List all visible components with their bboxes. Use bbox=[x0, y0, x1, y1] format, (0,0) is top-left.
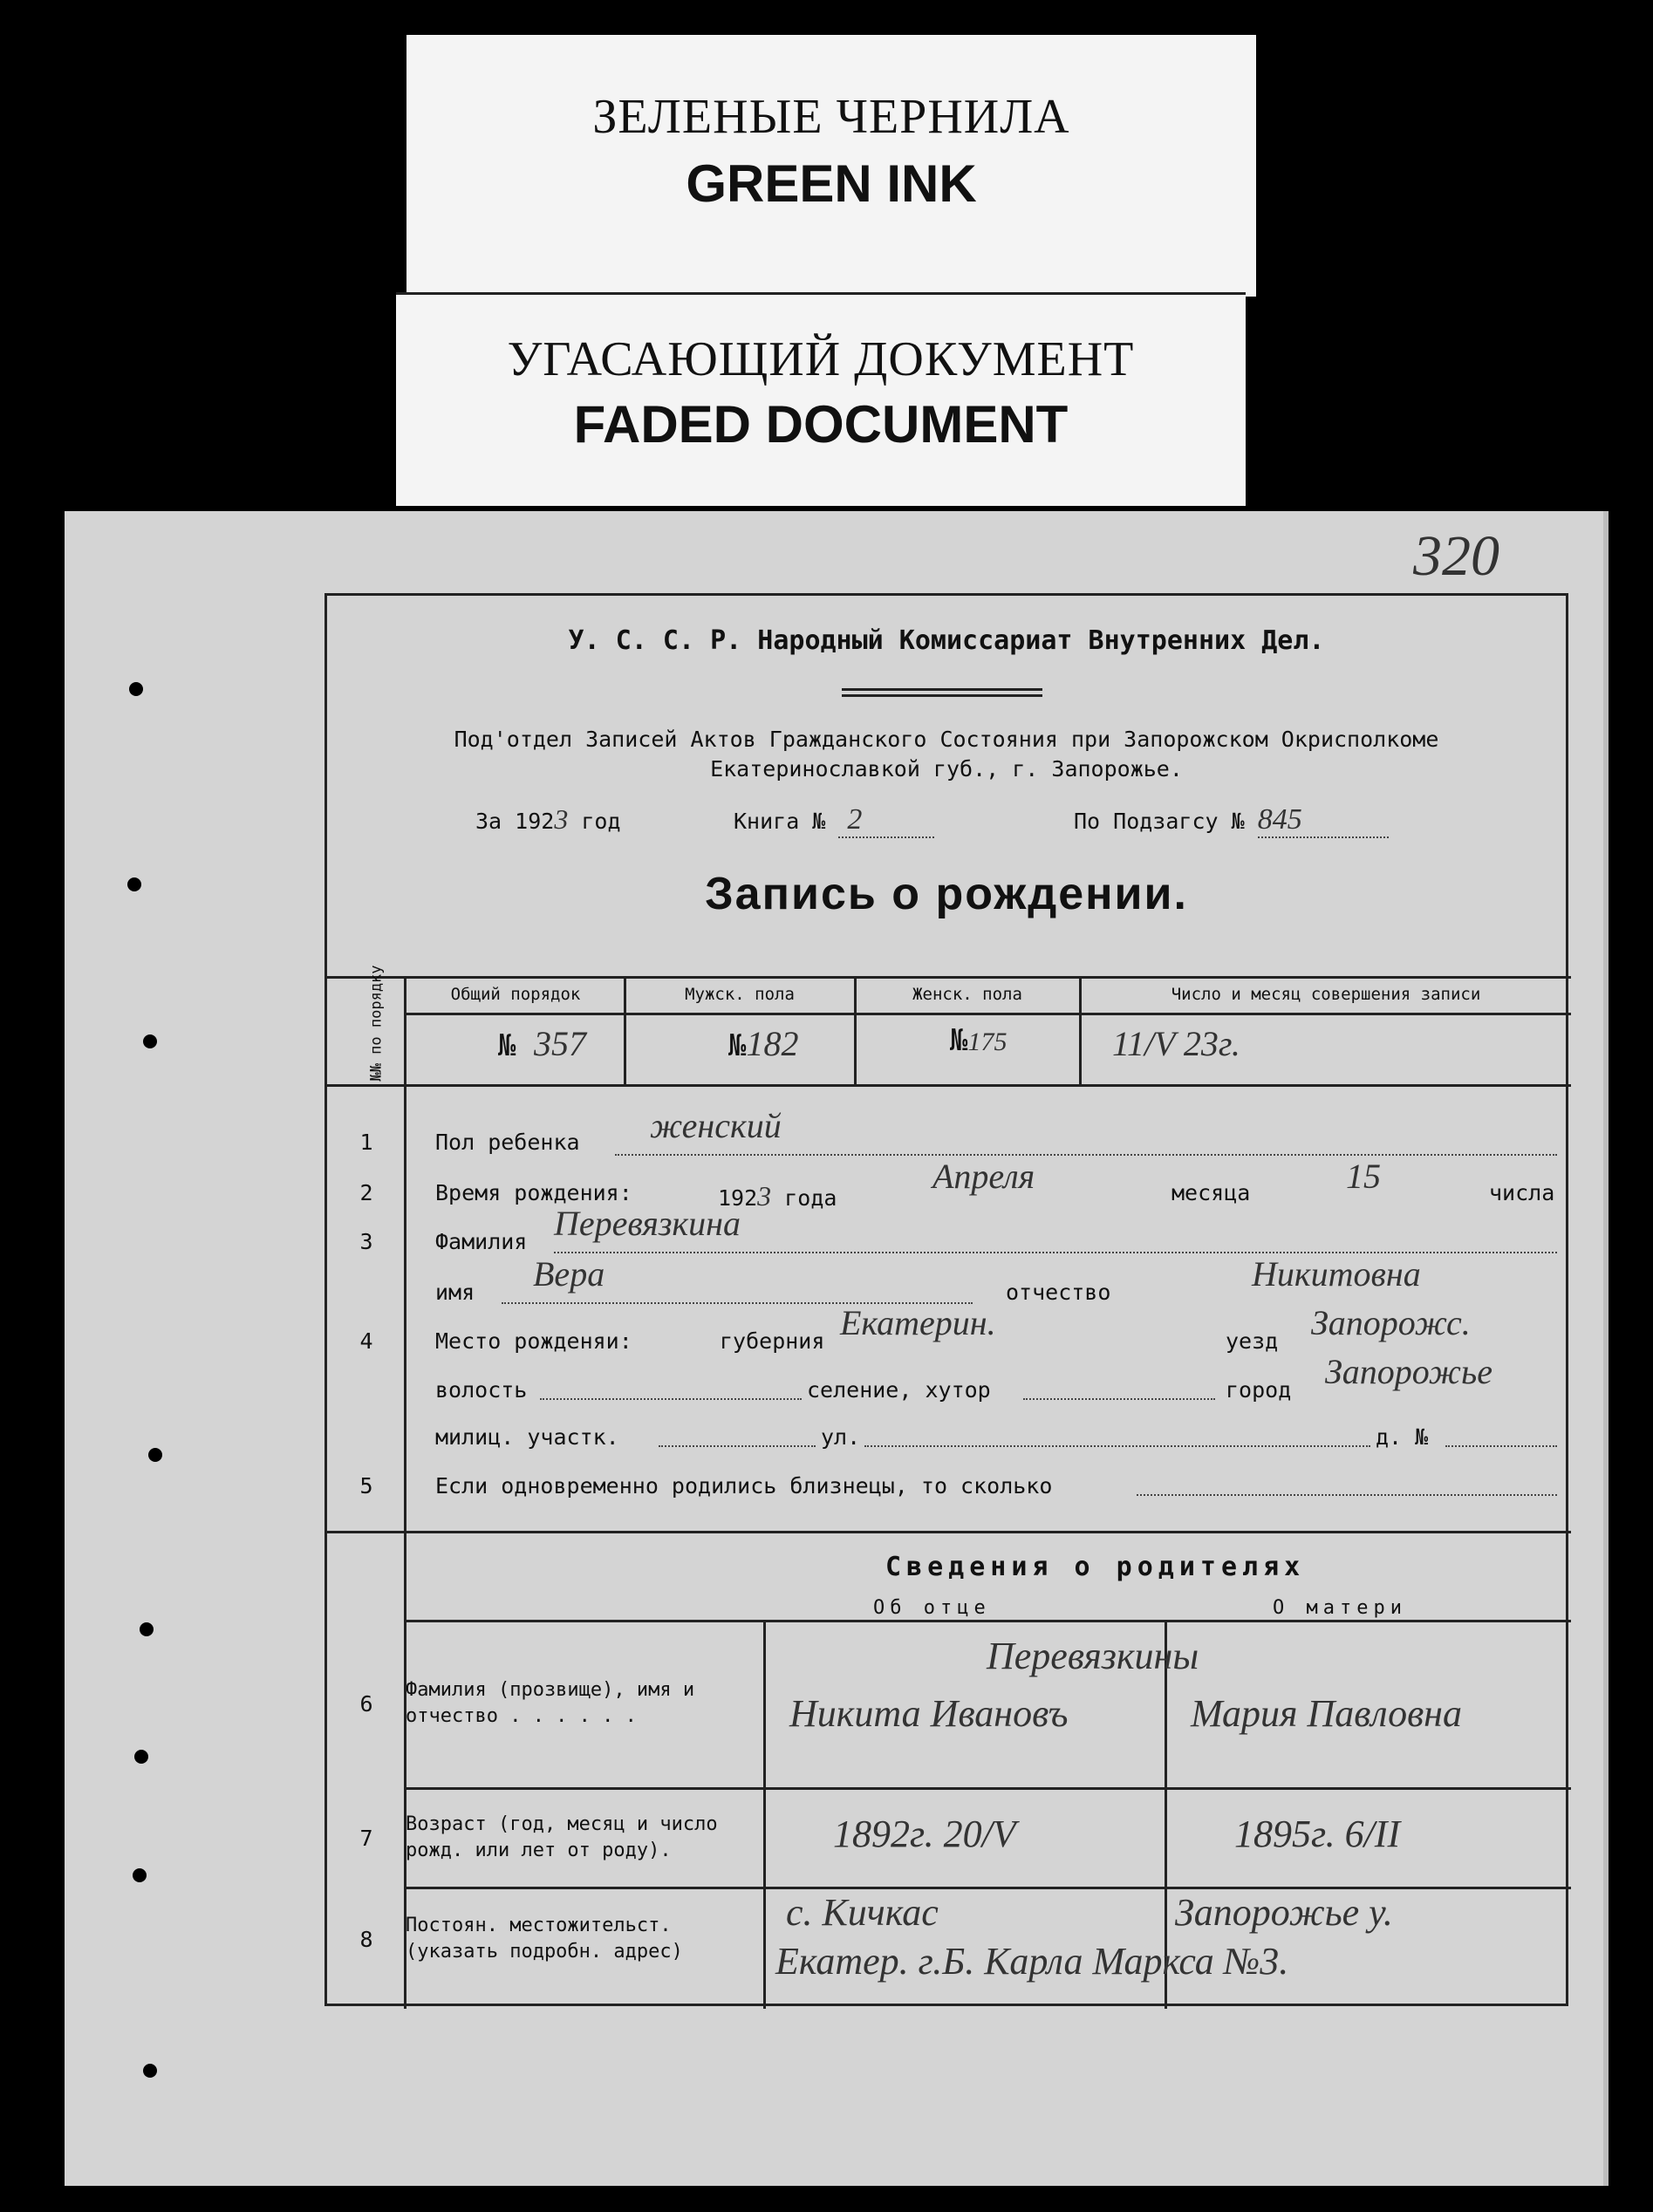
uezd-value: Запорожс. bbox=[1311, 1303, 1471, 1342]
field-underline bbox=[615, 1154, 1557, 1156]
twins-label: Если одновременно родились близнецы, то сколько bbox=[435, 1473, 1053, 1499]
grid-line bbox=[763, 1620, 766, 2009]
row-number: 1 bbox=[359, 1130, 373, 1155]
grid-line bbox=[327, 1531, 1571, 1533]
punch-hole bbox=[129, 682, 143, 696]
male-number: №182 bbox=[728, 1024, 799, 1063]
volost-label: волость bbox=[435, 1377, 528, 1403]
parent-name-label: Фамилия (прозвище), имя и отчество . . . . . . bbox=[406, 1679, 695, 1727]
militia-label: милиц. участк. bbox=[435, 1424, 619, 1450]
age-label: Возраст (год, месяц и число рожд. или лет от роду). bbox=[406, 1813, 718, 1861]
grid-line bbox=[406, 1013, 1571, 1015]
col-general: Общий порядок bbox=[450, 985, 581, 1004]
row-number: 5 bbox=[359, 1473, 373, 1499]
name-value: Вера bbox=[533, 1254, 605, 1294]
punch-hole bbox=[143, 2064, 157, 2078]
parents-section-title: Сведения о родителях bbox=[885, 1552, 1306, 1582]
father-birthdate: 1892г. 20/V bbox=[833, 1813, 1016, 1855]
col-female: Женск. пола bbox=[912, 985, 1022, 1004]
gubernia-label: губерния bbox=[720, 1328, 825, 1354]
birthplace-label: Место рожденяи: bbox=[435, 1328, 632, 1354]
field-underline bbox=[864, 1445, 1370, 1447]
card-ru-text: ЗЕЛЕНЫЕ ЧЕРНИЛА bbox=[592, 90, 1070, 144]
row-number: 8 bbox=[359, 1927, 373, 1952]
row-number: 4 bbox=[359, 1328, 373, 1354]
card-ru-text: УГАСАЮЩИЙ ДОКУМЕНТ bbox=[507, 332, 1135, 386]
field-underline bbox=[1023, 1398, 1215, 1400]
page-number: 320 bbox=[1413, 524, 1499, 588]
city-value: Запорожье bbox=[1325, 1352, 1492, 1391]
form-header: У. С. С. Р. Народный Комиссариат Внутренних Дел. bbox=[568, 625, 1325, 656]
birth-day-value: 15 bbox=[1346, 1157, 1381, 1196]
child-sex-value: женский bbox=[650, 1106, 782, 1145]
birth-month-value: Апреля bbox=[932, 1157, 1035, 1196]
row-number: 7 bbox=[359, 1826, 373, 1851]
form-title: Запись о рождении. bbox=[705, 869, 1188, 919]
gubernia-value: Екатерин. bbox=[840, 1303, 996, 1342]
card-en-text: FADED DOCUMENT bbox=[573, 395, 1069, 454]
subregistry-value: 845 bbox=[1257, 803, 1302, 836]
row-number: 6 bbox=[359, 1691, 373, 1717]
form-subheader-2: Екатеринославкой губ., г. Запорожье. bbox=[710, 756, 1183, 782]
grid-line bbox=[406, 1620, 1571, 1622]
mother-birthdate: 1895г. 6/II bbox=[1234, 1813, 1401, 1855]
year-value: 3 bbox=[554, 803, 569, 835]
col-male: Мужск. пола bbox=[685, 985, 795, 1004]
street-label: ул. bbox=[821, 1424, 861, 1450]
village-label: селение, хутор bbox=[807, 1377, 991, 1403]
year-label: За 192 bbox=[475, 809, 555, 834]
book-label: Книга № bbox=[734, 809, 826, 834]
row-number: 2 bbox=[359, 1180, 373, 1205]
father-name: Никита Ивановъ bbox=[789, 1692, 1069, 1735]
col-date: Число и месяц совершения записи bbox=[1171, 985, 1481, 1004]
grid-line bbox=[1079, 976, 1082, 1084]
field-underline bbox=[1137, 1494, 1557, 1496]
month-label: месяца bbox=[1171, 1180, 1251, 1205]
punch-hole bbox=[140, 1622, 154, 1636]
uezd-label: уезд bbox=[1226, 1328, 1279, 1354]
num-column-header: №№ по порядку bbox=[367, 965, 386, 1082]
surname-value: Перевязкина bbox=[554, 1204, 741, 1243]
father-column-header: Об отце bbox=[873, 1597, 991, 1619]
residence-line1-mother: Запорожье у. bbox=[1175, 1891, 1393, 1934]
punch-hole bbox=[134, 1750, 148, 1764]
day-label: числа bbox=[1489, 1180, 1555, 1205]
book-value: 2 bbox=[847, 803, 863, 836]
house-label: д. № bbox=[1376, 1424, 1429, 1450]
birth-time-label: Время рождения: bbox=[435, 1180, 632, 1205]
birth-record-form bbox=[324, 593, 1568, 2006]
grid-line bbox=[406, 1887, 1571, 1889]
child-sex-label: Пол ребенка bbox=[435, 1130, 580, 1155]
birth-year: 1923 года bbox=[718, 1180, 837, 1212]
green-ink-card bbox=[406, 35, 1256, 297]
female-number: №175 bbox=[950, 1023, 1008, 1058]
punch-hole bbox=[143, 1034, 157, 1048]
residence-line2: Екатер. г.Б. Карла Маркса №3. bbox=[775, 1940, 1289, 1983]
residence-label: Постоян. местожительст. (указать подробн. адрес) bbox=[406, 1915, 683, 1963]
grid-line bbox=[854, 976, 857, 1084]
form-subheader: Под'отдел Записей Актов Гражданского Состояния при Запорожском Окрисполкоме bbox=[454, 727, 1439, 752]
name-label: имя bbox=[435, 1280, 475, 1305]
mother-name: Мария Павловна bbox=[1191, 1692, 1463, 1735]
patronymic-value: Никитовна bbox=[1252, 1254, 1421, 1294]
surname-label: Фамилия bbox=[435, 1229, 528, 1254]
punch-hole bbox=[148, 1448, 162, 1462]
parents-surname: Перевязкины bbox=[987, 1635, 1199, 1677]
general-number: № 357 bbox=[498, 1024, 586, 1063]
grid-line bbox=[327, 1084, 1571, 1087]
year-suffix: год bbox=[581, 809, 621, 834]
header-rule bbox=[842, 688, 1042, 697]
record-date: 11/V 23г. bbox=[1112, 1024, 1240, 1063]
punch-hole bbox=[133, 1868, 147, 1882]
city-label: город bbox=[1226, 1377, 1292, 1403]
field-underline bbox=[540, 1398, 802, 1400]
punch-hole bbox=[127, 877, 141, 891]
mother-column-header: О матери bbox=[1273, 1597, 1407, 1619]
year-field bbox=[475, 803, 621, 836]
grid-line bbox=[327, 976, 1571, 979]
subregistry-field bbox=[1074, 803, 1389, 838]
residence-line1-father: с. Кичкас bbox=[786, 1891, 939, 1934]
field-underline bbox=[659, 1445, 816, 1447]
field-underline bbox=[1445, 1445, 1557, 1447]
book-field bbox=[734, 803, 934, 838]
patronymic-label: отчество bbox=[1006, 1280, 1111, 1305]
card-en-text: GREEN INK bbox=[686, 154, 977, 213]
grid-line bbox=[406, 1787, 1571, 1790]
subregistry-label: По Подзагсу № bbox=[1074, 809, 1245, 834]
grid-line bbox=[624, 976, 626, 1084]
faded-document-card bbox=[396, 295, 1246, 506]
row-number: 3 bbox=[359, 1229, 373, 1254]
